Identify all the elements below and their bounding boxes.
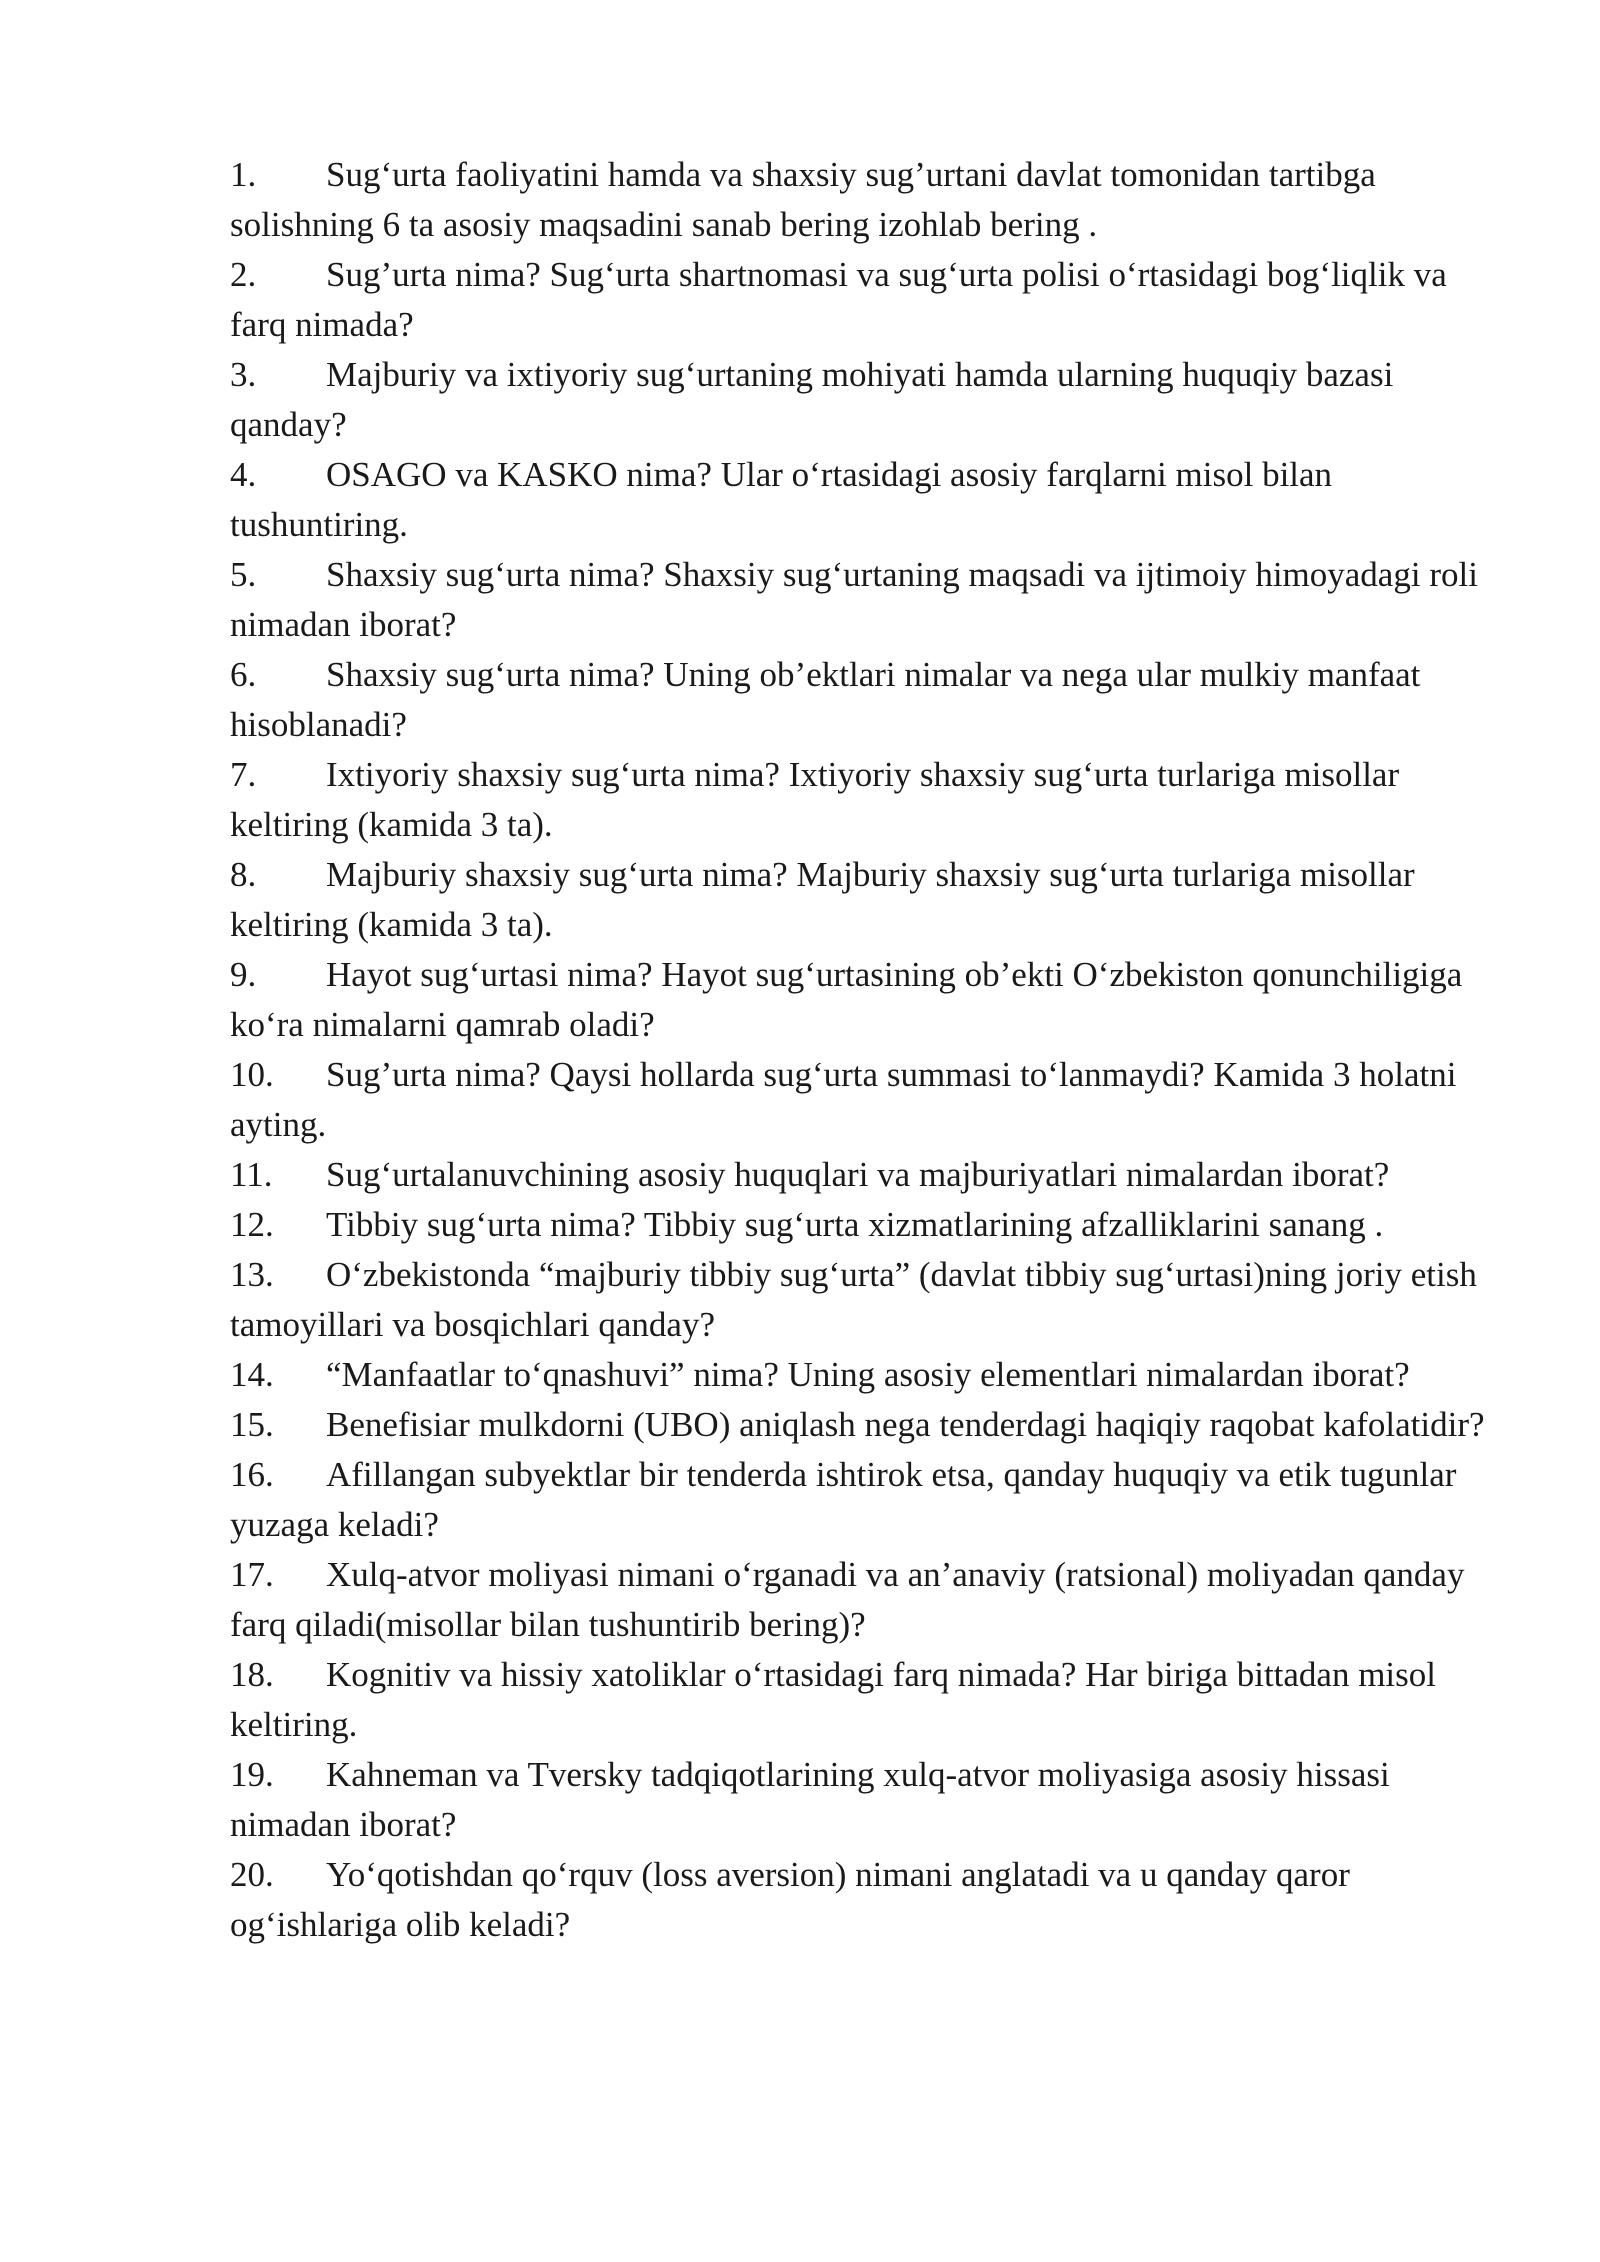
question-text: Yo‘qotishdan qo‘rquv (loss aversion) nimani anglatadi va u qanday qaror og‘ishlariga olib keladi?: [230, 1855, 1350, 1944]
question-text: Tibbiy sug‘urta nima? Tibbiy sug‘urta xizmatlarining afzalliklarini sanang .: [326, 1205, 1384, 1244]
question-item: [230, 1250, 1500, 1350]
question-text: Sug‘urtalanuvchining asosiy huquqlari va majburiyatlari nimalardan iborat?: [326, 1155, 1390, 1194]
question-text: Ixtiyoriy shaxsiy sug‘urta nima? Ixtiyoriy shaxsiy sug‘urta turlariga misollar keltiring (kamida 3 ta).: [230, 755, 1400, 844]
question-text: OSAGO va KASKO nima? Ular o‘rtasidagi asosiy farqlarni misol bilan tushuntiring.: [230, 455, 1333, 544]
question-list: [230, 150, 1500, 1950]
question-item: [230, 1050, 1500, 1150]
question-text: Majburiy va ixtiyoriy sug‘urtaning mohiyati hamda ularning huquqiy bazasi qanday?: [230, 355, 1394, 444]
question-item: [230, 550, 1500, 650]
question-item: [230, 1850, 1500, 1950]
question-number: 16.: [230, 1455, 274, 1494]
question-item: [230, 1150, 1500, 1200]
question-number: 4.: [230, 455, 257, 494]
question-number: 9.: [230, 955, 257, 994]
question-number: 17.: [230, 1555, 274, 1594]
question-item: [230, 950, 1500, 1050]
question-number: 11.: [230, 1155, 273, 1194]
question-item: [230, 250, 1500, 350]
question-text: Sug’urta nima? Sug‘urta shartnomasi va sug‘urta polisi o‘rtasidagi bog‘liqlik va farq nimada?: [230, 255, 1447, 344]
question-text: Sug‘urta faoliyatini hamda va shaxsiy sug’urtani davlat tomonidan tartibga solishning 6 ta asosiy maqsadini sanab bering izohlab bering .: [230, 155, 1376, 244]
question-number: 13.: [230, 1255, 274, 1294]
question-text: Hayot sug‘urtasi nima? Hayot sug‘urtasining ob’ekti O‘zbekiston qonunchiligiga ko‘ra nimalarni qamrab oladi?: [230, 955, 1463, 1044]
question-item: [230, 150, 1500, 250]
question-item: [230, 1550, 1500, 1650]
question-text: Shaxsiy sug‘urta nima? Shaxsiy sug‘urtaning maqsadi va ijtimoiy himoyadagi roli nimadan iborat?: [230, 555, 1478, 644]
question-item: [230, 850, 1500, 950]
question-number: 3.: [230, 355, 257, 394]
question-item: [230, 1400, 1500, 1450]
question-number: 7.: [230, 755, 257, 794]
question-item: [230, 1450, 1500, 1550]
question-text: Kahneman va Tversky tadqiqotlarining xulq-atvor moliyasiga asosiy hissasi nimadan iborat?: [230, 1755, 1390, 1844]
question-text: “Manfaatlar to‘qnashuvi” nima? Uning asosiy elementlari nimalardan iborat?: [326, 1355, 1410, 1394]
question-text: Kognitiv va hissiy xatoliklar o‘rtasidagi farq nimada? Har biriga bittadan misol keltiring.: [230, 1655, 1437, 1744]
question-item: [230, 1350, 1500, 1400]
question-item: [230, 450, 1500, 550]
question-number: 8.: [230, 855, 257, 894]
question-number: 1.: [230, 155, 257, 194]
question-number: 15.: [230, 1405, 274, 1444]
question-item: [230, 350, 1500, 450]
question-item: [230, 1750, 1500, 1850]
question-number: 20.: [230, 1855, 274, 1894]
question-number: 2.: [230, 255, 257, 294]
question-text: O‘zbekistonda “majburiy tibbiy sug‘urta” (davlat tibbiy sug‘urtasi)ning joriy etish tamoyillari va bosqichlari qanday?: [230, 1255, 1477, 1344]
question-number: 12.: [230, 1205, 274, 1244]
question-number: 19.: [230, 1755, 274, 1794]
question-item: [230, 1650, 1500, 1750]
question-number: 6.: [230, 655, 257, 694]
question-text: Xulq-atvor moliyasi nimani o‘rganadi va an’anaviy (ratsional) moliyadan qanday farq qiladi(misollar bilan tushuntirib bering)?: [230, 1555, 1465, 1644]
question-item: [230, 650, 1500, 750]
question-item: [230, 750, 1500, 850]
question-text: Majburiy shaxsiy sug‘urta nima? Majburiy shaxsiy sug‘urta turlariga misollar keltiring (kamida 3 ta).: [230, 855, 1415, 944]
question-text: Benefisiar mulkdorni (UBO) aniqlash nega tenderdagi haqiqiy raqobat kafolatidir?: [326, 1405, 1485, 1444]
question-item: [230, 1200, 1500, 1250]
question-text: Sug’urta nima? Qaysi hollarda sug‘urta summasi to‘lanmaydi? Kamida 3 holatni ayting.: [230, 1055, 1457, 1144]
question-text: Shaxsiy sug‘urta nima? Uning ob’ektlari nimalar va nega ular mulkiy manfaat hisoblanadi?: [230, 655, 1421, 744]
question-text: Afillangan subyektlar bir tenderda ishtirok etsa, qanday huquqiy va etik tugunlar yuzaga keladi?: [230, 1455, 1457, 1544]
question-number: 5.: [230, 555, 257, 594]
question-number: 18.: [230, 1655, 274, 1694]
question-number: 14.: [230, 1355, 274, 1394]
question-number: 10.: [230, 1055, 274, 1094]
